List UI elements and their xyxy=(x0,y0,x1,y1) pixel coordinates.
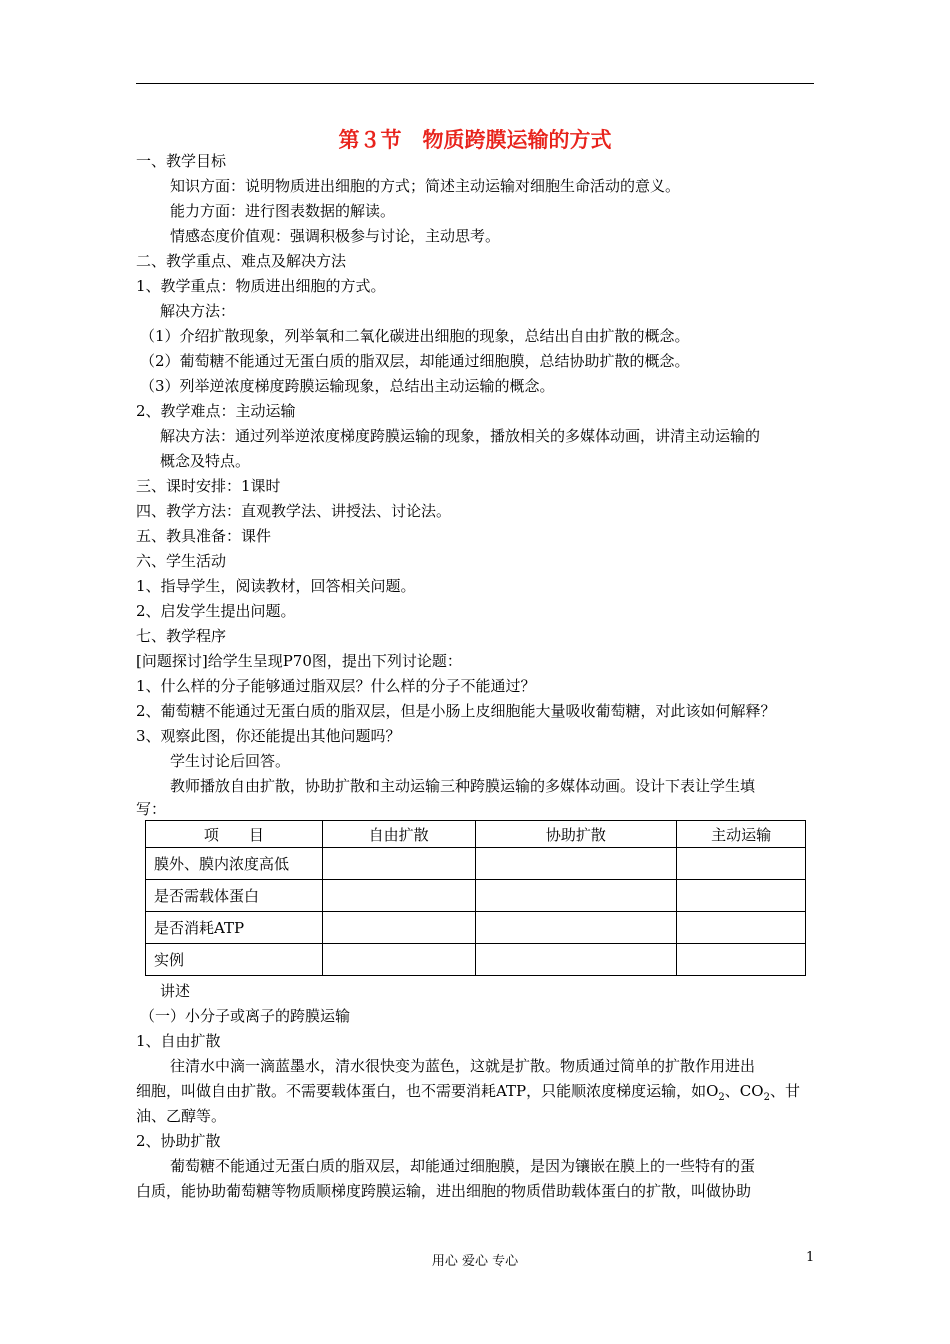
table-row xyxy=(146,912,806,944)
table-header-cell: 主动运输 xyxy=(677,821,806,848)
subsection-heading: 1、自由扩散 xyxy=(136,1032,221,1050)
table-cell xyxy=(475,944,677,976)
header-rule xyxy=(136,83,814,84)
table-cell: 膜外、膜内浓度高低 xyxy=(146,848,323,880)
text-line: 解决方法：通过列举逆浓度梯度跨膜运输的现象，播放相关的多媒体动画，讲清主动运输的 xyxy=(160,427,761,445)
text-line: 解决方法： xyxy=(160,302,236,320)
page-title: 第３节 物质跨膜运输的方式 xyxy=(338,128,612,152)
table-header-cell: 项 目 xyxy=(146,821,323,848)
table-cell xyxy=(677,944,806,976)
table-cell: 实例 xyxy=(146,944,323,976)
page-footer: 用心 爱心 专心 xyxy=(431,1254,519,1269)
text-line: 讲述 xyxy=(160,982,191,1000)
text-line: （1）介绍扩散现象，列举氧和二氧化碳进出细胞的现象，总结出自由扩散的概念。 xyxy=(140,327,690,345)
text-line: [问题探讨]给学生呈现P70图，提出下列讨论题： xyxy=(136,652,462,670)
table-cell xyxy=(475,912,677,944)
text-line: 概念及特点。 xyxy=(160,452,251,470)
table-cell xyxy=(322,848,475,880)
text-line: 三、课时安排：1课时 xyxy=(136,477,281,495)
table-cell xyxy=(322,880,475,912)
text-line: 3、观察此图，你还能提出其他问题吗？ xyxy=(136,727,401,745)
table-cell xyxy=(475,880,677,912)
text-line: 教师播放自由扩散，协助扩散和主动运输三种跨膜运输的多媒体动画。设计下表让学生填 xyxy=(170,777,756,795)
table-cell: 是否需载体蛋白 xyxy=(146,880,323,912)
text-line: 1、什么样的分子能够通过脂双层？什么样的分子不能通过？ xyxy=(136,677,536,695)
table-cell xyxy=(677,848,806,880)
text-line: 细胞，叫做自由扩散。不需要载体蛋白，也不需要消耗ATP，只能顺浓度梯度运输，如$O_2$、$CO_2$、甘 xyxy=(136,1082,800,1103)
text-line: 葡萄糖不能通过无蛋白质的脂双层，却能通过细胞膜，是因为镶嵌在膜上的一些特有的蛋 xyxy=(170,1157,756,1175)
text-line: 情感态度价值观：强调积极参与讨论，主动思考。 xyxy=(170,227,501,245)
text-line: 写： xyxy=(136,800,167,818)
table-cell xyxy=(677,880,806,912)
text-line: 六、学生活动 xyxy=(136,552,227,570)
text-line: 一、教学目标 xyxy=(136,152,227,170)
section-heading: （一）小分子或离子的跨膜运输 xyxy=(140,1007,351,1025)
table-cell xyxy=(322,944,475,976)
table-cell xyxy=(322,912,475,944)
table-cell xyxy=(475,848,677,880)
page-number: 1 xyxy=(806,1250,815,1265)
text-line: 油、乙醇等。 xyxy=(136,1107,227,1125)
table-row xyxy=(146,944,806,976)
text-line: 二、教学重点、难点及解决方法 xyxy=(136,252,347,270)
text-line: 2、启发学生提出问题。 xyxy=(136,602,296,620)
text-line: 四、教学方法：直观教学法、讲授法、讨论法。 xyxy=(136,502,452,520)
subsection-heading: 2、协助扩散 xyxy=(136,1132,221,1150)
text-line: 五、教具准备：课件 xyxy=(136,527,272,545)
table-header-cell: 协助扩散 xyxy=(475,821,677,848)
table-header-row xyxy=(146,821,806,848)
text-line: （2）葡萄糖不能通过无蛋白质的脂双层，却能通过细胞膜，总结协助扩散的概念。 xyxy=(140,352,690,370)
text-line: （3）列举逆浓度梯度跨膜运输现象，总结出主动运输的概念。 xyxy=(140,377,555,395)
text-line: 1、教学重点：物质进出细胞的方式。 xyxy=(136,277,386,295)
text-line: 白质，能协助葡萄糖等物质顺梯度跨膜运输，进出细胞的物质借助载体蛋白的扩散，叫做协助 xyxy=(136,1182,752,1200)
table-cell xyxy=(677,912,806,944)
table-header-cell: 自由扩散 xyxy=(322,821,475,848)
text-line: 知识方面：说明物质进出细胞的方式；简述主动运输对细胞生命活动的意义。 xyxy=(170,177,681,195)
table-row xyxy=(146,880,806,912)
text-line: 2、教学难点：主动运输 xyxy=(136,402,296,420)
text-line: 往清水中滴一滴蓝墨水，清水很快变为蓝色，这就是扩散。物质通过简单的扩散作用进出 xyxy=(170,1057,756,1075)
text-line: 能力方面：进行图表数据的解读。 xyxy=(170,202,396,220)
text-line: 1、指导学生，阅读教材，回答相关问题。 xyxy=(136,577,416,595)
comparison-table xyxy=(145,820,806,976)
text-line: 学生讨论后回答。 xyxy=(170,752,291,770)
text-line: 2、葡萄糖不能通过无蛋白质的脂双层，但是小肠上皮细胞能大量吸收葡萄糖，对此该如何解释？ xyxy=(136,702,776,720)
table-row xyxy=(146,848,806,880)
table-cell: 是否消耗ATP xyxy=(146,912,323,944)
text-line: 七、教学程序 xyxy=(136,627,227,645)
